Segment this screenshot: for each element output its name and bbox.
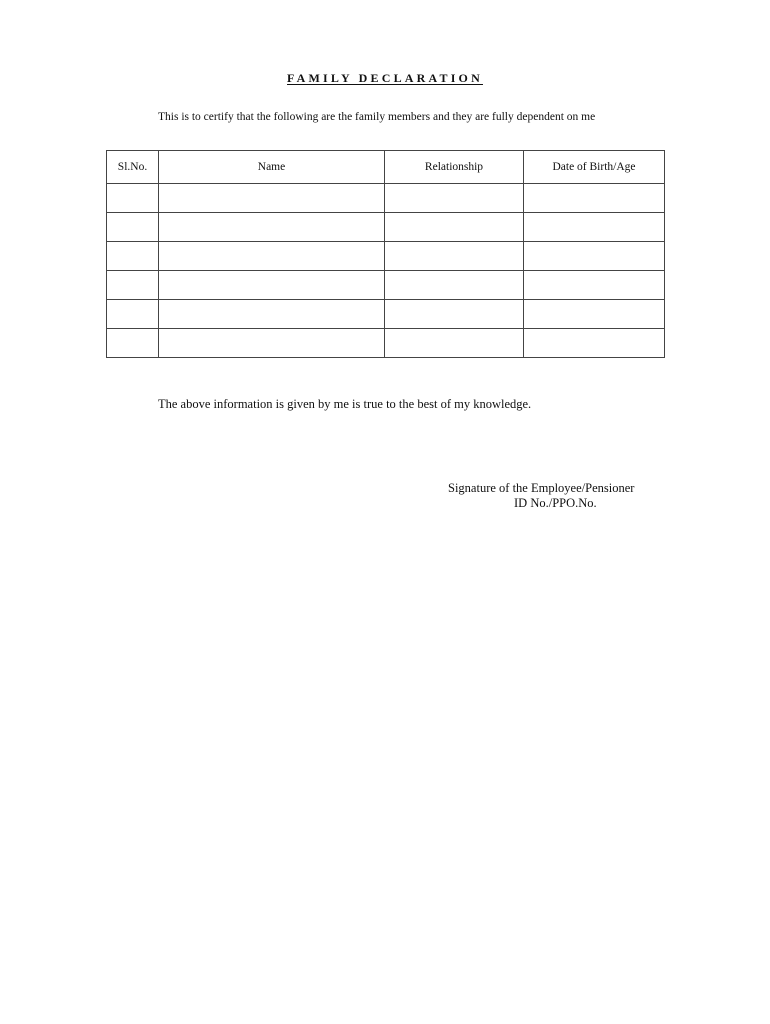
table-row (107, 242, 665, 271)
cell-sl-no[interactable] (107, 242, 159, 271)
table-header-row (107, 151, 665, 184)
family-members-table (106, 150, 665, 358)
table-row (107, 329, 665, 358)
declaration-statement: The above information is given by me is true to the best of my knowledge. (158, 397, 532, 411)
certification-text: This is to certify that the following are the family members and they are fully dependent on me (158, 111, 596, 123)
cell-relationship[interactable] (385, 271, 524, 300)
table-row (107, 184, 665, 213)
cell-relationship[interactable] (385, 213, 524, 242)
cell-name[interactable] (159, 300, 385, 329)
cell-relationship[interactable] (385, 329, 524, 358)
cell-sl-no[interactable] (107, 184, 159, 213)
cell-relationship[interactable] (385, 300, 524, 329)
signature-label: Signature of the Employee/Pensioner (448, 481, 635, 495)
cell-sl-no[interactable] (107, 300, 159, 329)
header-relationship: Relationship (385, 151, 524, 184)
table-row (107, 271, 665, 300)
cell-name[interactable] (159, 329, 385, 358)
document-title: FAMILY DECLARATION (287, 71, 483, 85)
cell-name[interactable] (159, 184, 385, 213)
cell-date-of-birth-age[interactable] (524, 329, 665, 358)
cell-relationship[interactable] (385, 184, 524, 213)
header-sl-no: Sl.No. (107, 151, 159, 184)
cell-date-of-birth-age[interactable] (524, 184, 665, 213)
header-date-of-birth-age: Date of Birth/Age (524, 151, 665, 184)
cell-relationship[interactable] (385, 242, 524, 271)
table-row (107, 300, 665, 329)
cell-date-of-birth-age[interactable] (524, 242, 665, 271)
cell-name[interactable] (159, 213, 385, 242)
cell-name[interactable] (159, 271, 385, 300)
cell-date-of-birth-age[interactable] (524, 271, 665, 300)
cell-sl-no[interactable] (107, 213, 159, 242)
cell-sl-no[interactable] (107, 329, 159, 358)
cell-sl-no[interactable] (107, 271, 159, 300)
id-ppo-number-label: ID No./PPO.No. (514, 496, 597, 510)
table-row (107, 213, 665, 242)
header-name: Name (159, 151, 385, 184)
cell-name[interactable] (159, 242, 385, 271)
cell-date-of-birth-age[interactable] (524, 300, 665, 329)
cell-date-of-birth-age[interactable] (524, 213, 665, 242)
signature-block (448, 481, 634, 511)
